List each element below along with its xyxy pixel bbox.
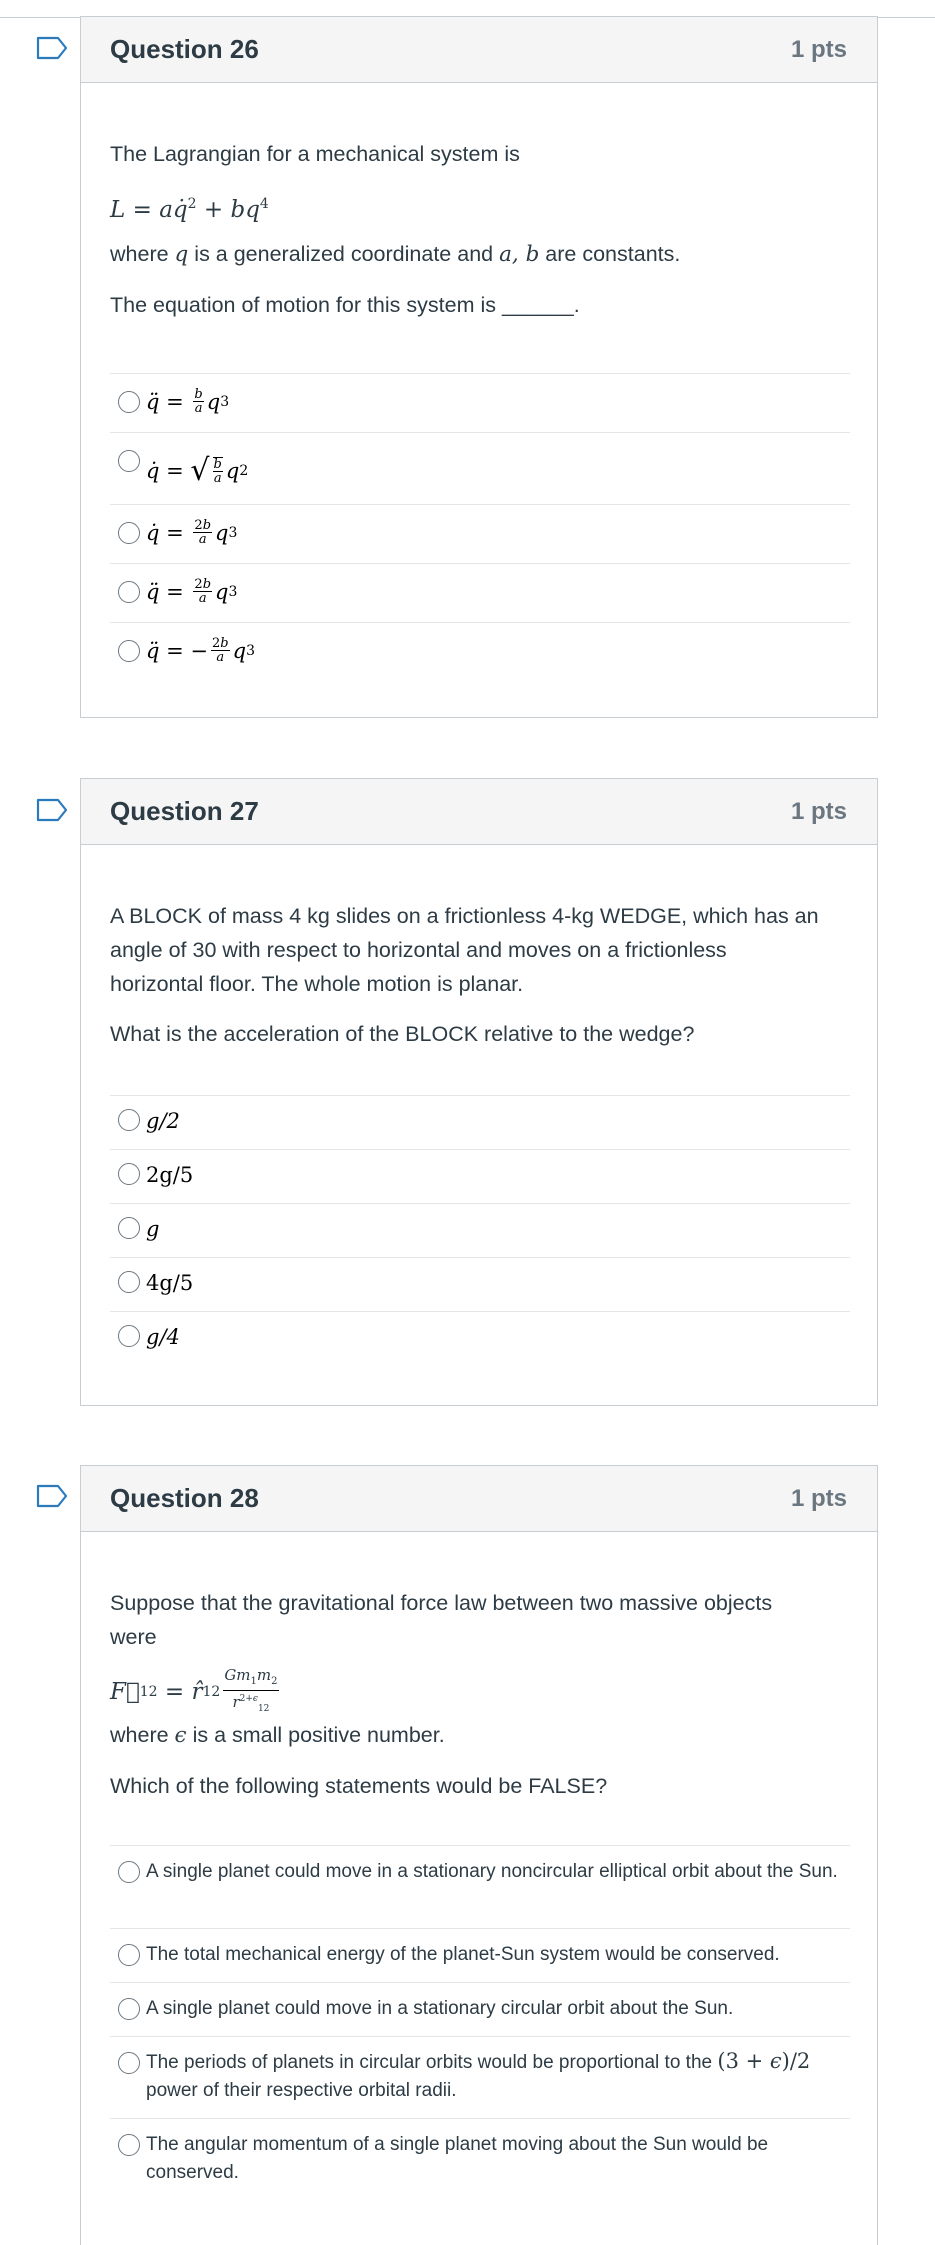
force-law-equation: F⃗ 12 = r̂ 12 $\frac{Gm_1m_2}{r^{2+\epsilon}_{12}}$: [110, 1665, 278, 1714]
answer-option[interactable]: [110, 1846, 850, 1929]
question-26-card: [80, 16, 878, 718]
radio-button[interactable]: [118, 2052, 140, 2074]
answer-option[interactable]: [110, 1204, 850, 1258]
answer-option[interactable]: [110, 1150, 850, 1204]
answer-text: A single planet could move in a stationary noncircular elliptical orbit about the Sun.: [146, 1861, 838, 1882]
answer-text: g/2: [146, 1109, 180, 1133]
flag-question-icon[interactable]: [36, 798, 68, 822]
question-points: 1 pts: [790, 797, 847, 825]
answer-text: g: [146, 1217, 160, 1241]
answer-text: The angular momentum of a single planet moving about the Sun would be conserved.: [146, 2134, 769, 2183]
answer-text: q̇ = $\frac{2b}{a}$ q 3: [146, 518, 238, 547]
radio-button[interactable]: [118, 1325, 140, 1347]
answer-list: [110, 1845, 850, 2201]
radio-button[interactable]: [118, 391, 140, 413]
radio-button[interactable]: [118, 450, 140, 472]
radio-button[interactable]: [118, 1163, 140, 1185]
answer-text: q̇ = √ $\frac{b}{a}$ q 2: [146, 453, 249, 488]
answer-text: q̈ = $\frac{2b}{a}$ q 3: [146, 577, 238, 606]
question-header: [81, 1466, 877, 1532]
question-prompt: What is the acceleration of the BLOCK relative to the wedge?: [110, 1022, 695, 1046]
answer-list: [110, 373, 850, 682]
radio-button[interactable]: [118, 522, 140, 544]
question-27-card: [80, 778, 878, 1406]
answer-text: 4g/5: [146, 1271, 194, 1295]
answer-text: The total mechanical energy of the planet-Sun system would be conserved.: [146, 1944, 780, 1965]
question-header: [81, 779, 877, 845]
answer-option[interactable]: [110, 2119, 850, 2201]
radio-button[interactable]: [118, 1998, 140, 2020]
answer-option[interactable]: [110, 2037, 850, 2119]
answer-option[interactable]: [110, 1983, 850, 2037]
radio-button[interactable]: [118, 640, 140, 662]
answer-text: The periods of planets in circular orbits would be proportional to the (3 + ϵ)/2 power of their respective orbital radii.: [146, 2049, 811, 2101]
answer-option[interactable]: [110, 1096, 850, 1150]
answer-option[interactable]: [110, 623, 850, 682]
radio-button[interactable]: [118, 2134, 140, 2156]
flag-question-icon[interactable]: [36, 36, 68, 60]
radio-button[interactable]: [118, 1217, 140, 1239]
answer-option[interactable]: [110, 1312, 850, 1366]
question-title: Question 26: [110, 34, 259, 64]
answer-option[interactable]: [110, 374, 850, 433]
answer-option[interactable]: [110, 1258, 850, 1312]
answer-text: A single planet could move in a stationary circular orbit about the Sun.: [146, 1998, 734, 2019]
answer-option[interactable]: [110, 564, 850, 623]
answer-option[interactable]: [110, 1929, 850, 1983]
question-body: Suppose that the gravitational force law between two massive objects were: [110, 1591, 773, 1649]
radio-button[interactable]: [118, 1861, 140, 1883]
question-title: Question 27: [110, 796, 259, 826]
radio-button[interactable]: [118, 1109, 140, 1131]
question-where-text: where q is a generalized coordinate and a, b are constants.: [110, 242, 681, 267]
lagrangian-equation: L = aq̇$^2$ + $bq^4$: [110, 196, 269, 223]
question-intro: The Lagrangian for a mechanical system is: [110, 142, 520, 166]
answer-option[interactable]: [110, 433, 850, 505]
answer-list: [110, 1095, 850, 1366]
question-body: A BLOCK of mass 4 kg slides on a frictionless 4-kg WEDGE, which has an angle of 30 with respect to horizontal and moves on a frictionless horizontal floor. The whole motion is planar.: [110, 904, 819, 996]
question-points: 1 pts: [790, 1484, 847, 1512]
question-points: 1 pts: [790, 35, 847, 63]
answer-text: 2g/5: [146, 1163, 194, 1187]
question-28-card: [80, 1465, 878, 2245]
answer-text: g/4: [146, 1325, 180, 1349]
radio-button[interactable]: [118, 581, 140, 603]
question-prompt: The equation of motion for this system is ______.: [110, 293, 580, 317]
answer-text: q̈ = − $\frac{2b}{a}$ q 3: [146, 636, 255, 665]
question-header: [81, 17, 877, 83]
radio-button[interactable]: [118, 1271, 140, 1293]
answer-option[interactable]: [110, 505, 850, 564]
answer-text: q̈ = $\frac{b}{a}$ q 3: [146, 387, 230, 416]
flag-question-icon[interactable]: [36, 1484, 68, 1508]
question-title: Question 28: [110, 1483, 259, 1513]
radio-button[interactable]: [118, 1944, 140, 1966]
question-prompt: Which of the following statements would be FALSE?: [110, 1774, 608, 1798]
question-where-text: where ϵ is a small positive number.: [110, 1723, 445, 1748]
